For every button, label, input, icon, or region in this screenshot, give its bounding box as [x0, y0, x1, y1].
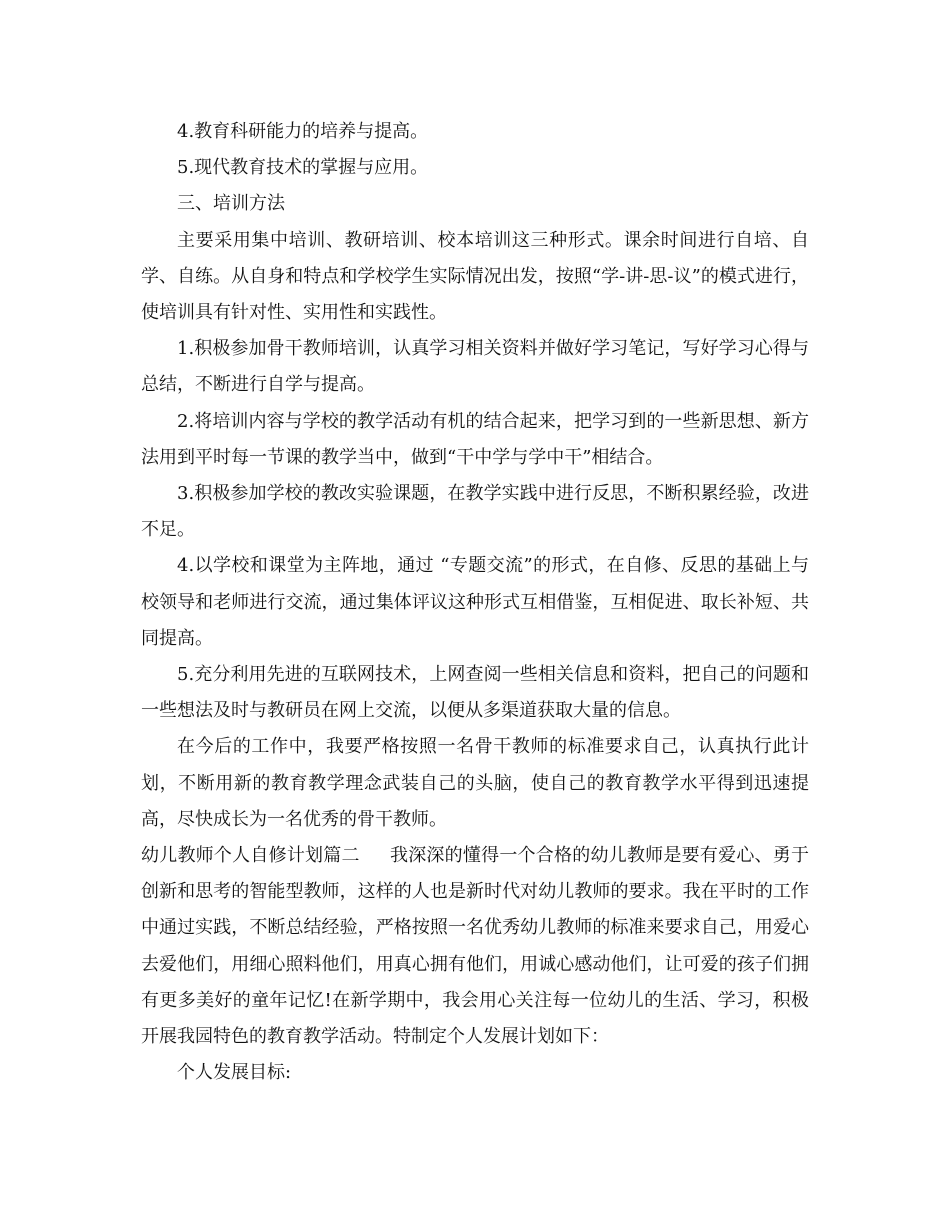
paragraph-edu-technology: 5.现代教育技术的掌握与应用。: [177, 157, 429, 179]
list-item-2: 2.将培训内容与学校的教学活动有机的结合起来，把学习到的一些新思想、新方法用到平时每一节课的教学当中，做到“干中学与学中干”相结合。: [141, 410, 809, 468]
paragraph-research-ability: 4.教育科研能力的培养与提高。: [177, 121, 429, 142]
paragraph-training-forms: 主要采用集中培训、教研培训、校本培训这三种形式。课余时间进行自培、自学、自练。从自身和特点和学校学生实际情况出发，按照“学-讲-思-议”的模式进行，使培训具有针对性、实用性和实践性。: [141, 229, 809, 324]
section-heading-training-method: 三、培训方法: [177, 193, 285, 215]
paragraph-personal-goals: 个人发展目标:: [177, 1062, 292, 1084]
list-item-1: 1.积极参加骨干教师培训，认真学习相关资料并做好学习笔记，写好学习心得与总结，不断进行自学与提高。: [141, 338, 809, 396]
section2-heading: 幼儿教师个人自修计划篇二: [141, 845, 360, 867]
list-item-5: 5.充分利用先进的互联网技术，上网查阅一些相关信息和资料，把自己的问题和一些想法及时与教研员在网上交流，以便从多渠道获取大量的信息。: [141, 664, 809, 722]
document-body: [141, 114, 809, 1091]
paragraph-conclusion: 在今后的工作中，我要严格按照一名骨干教师的标准要求自己，认真执行此计划，不断用新的教育教学理念武装自己的头脑，使自己的教育教学水平得到迅速提高，尽快成长为一名优秀的骨干教师。: [141, 736, 809, 830]
list-item-4: 4.以学校和课堂为主阵地，通过 “专题交流”的形式，在自修、反思的基础上与校领导和老师进行交流，通过集体评议这种形式互相借鉴，互相促进、取长补短、共同提高。: [141, 555, 809, 649]
list-item-3: 3.积极参加学校的教改实验课题，在教学实践中进行反思，不断积累经验，改进不足。: [141, 483, 809, 541]
section2-body: 我深深的懂得一个合格的幼儿教师是要有爱心、勇于创新和思考的智能型教师，这样的人也是新时代对幼儿教师的要求。我在平时的工作中通过实践，不断总结经验，严格按照一名优秀幼儿教师的标准来要求自己，用爱心去爱他们，用细心照料他们，用真心拥有他们，用诚心感动他们，让可爱的孩子们拥有更多美好的童年记忆!在新学期中，我会用心关注每一位幼儿的生活、学习，积极开展我园特色的教育教学活动。特制定个人发展计划如下：: [141, 845, 810, 1048]
section2-paragraph: [141, 838, 809, 1055]
